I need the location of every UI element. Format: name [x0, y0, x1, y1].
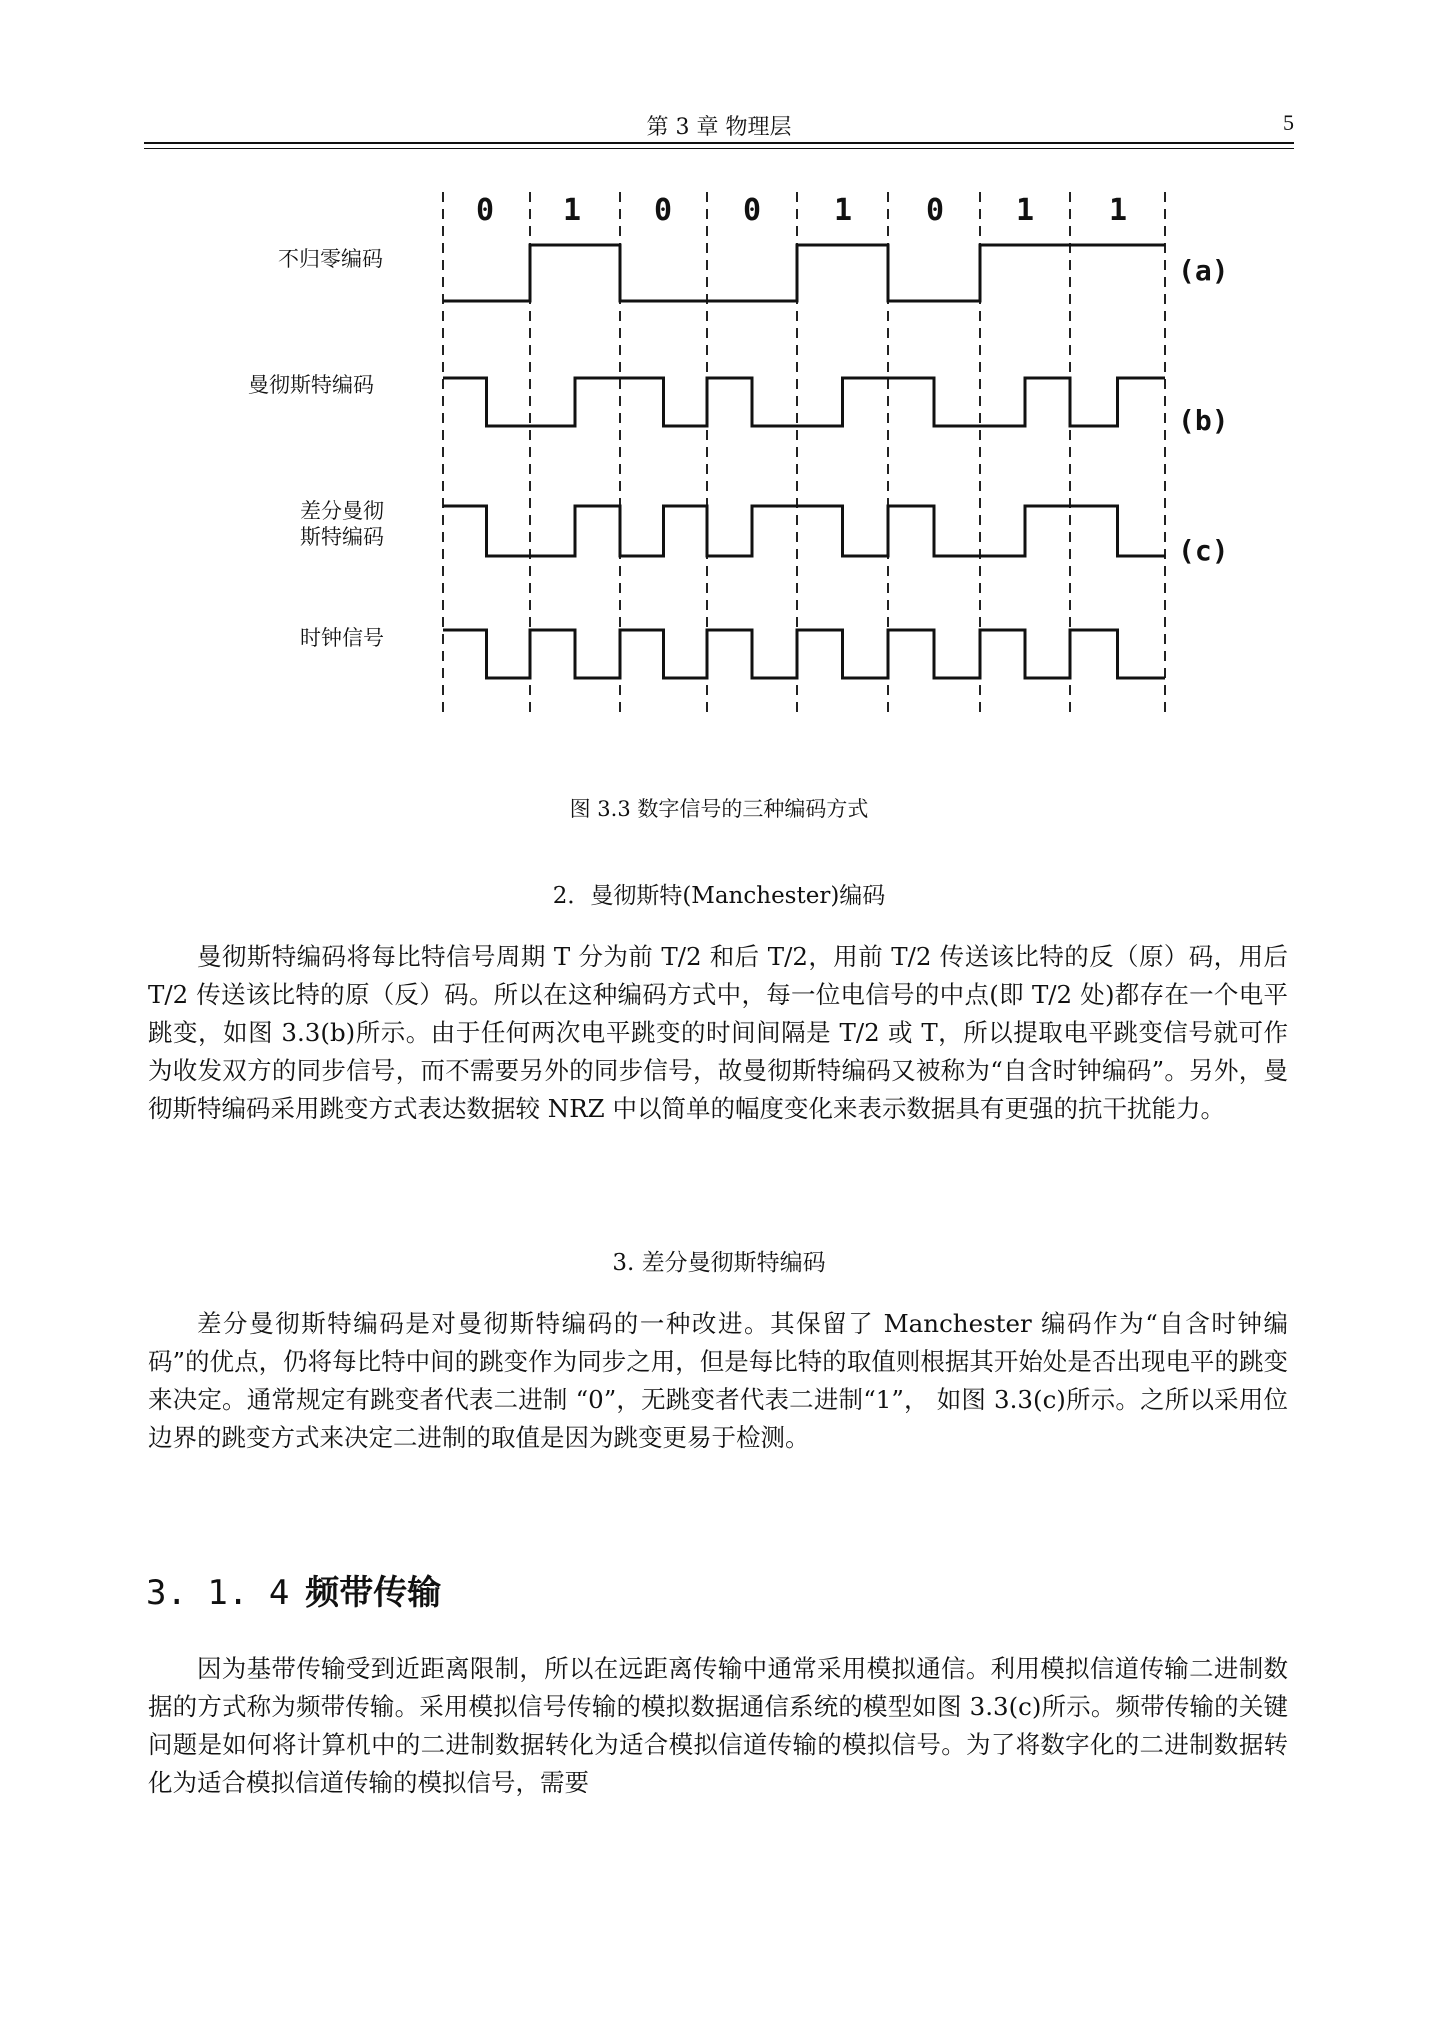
heading-diff-manchester: 3. 差分曼彻斯特编码: [612, 1250, 826, 1276]
bit-label: 1: [1015, 193, 1035, 228]
section-title-text: 频带传输: [305, 1573, 442, 1613]
manchester-label: 曼彻斯特编码: [248, 373, 374, 397]
manchester-waveform: [443, 378, 1165, 426]
bit-label: 1: [562, 193, 582, 228]
tag-a: (a): [1178, 254, 1229, 287]
bit-label: 1: [833, 193, 853, 228]
diff-manchester-label-line2: 斯特编码: [300, 525, 384, 549]
diff-manchester-waveform: [443, 506, 1165, 556]
bit-boundary-lines: [443, 192, 1165, 712]
paragraph-manchester: 曼彻斯特编码将每比特信号周期 T 分为前 T/2 和后 T/2，用前 T/2 传送该比特的反（原）码，用后 T/2 传送该比特的原（反）码。所以在这种编码方式中，每一位电信号的中点(即 T/2 处)都存在一个电平跳变，如图 3.3(b)所示。由于任何两次电平跳变的时间间隔是 T/2 或 T，所以提取电平跳变信号就可作为收发双方的同步信号，而不需要另外的同步信号，故曼彻斯特编码又被称为“自含时钟编码”。另外，曼彻斯特编码采用跳变方式表达数据较 NRZ 中以简单的幅度变化来表示数据具有更强的抗干扰能力。: [148, 942, 1288, 1123]
paragraph-band-transmission: 因为基带传输受到近距离限制，所以在远距离传输中通常采用模拟通信。利用模拟信道传输二进制数据的方式称为频带传输。采用模拟信号传输的模拟数据通信系统的模型如图 3.3(c)所示。频带传输的关键问题是如何将计算机中的二进制数据转化为适合模拟信道传输的模拟信号。为了将数字化的二进制数据转化为适合模拟信道传输的模拟信号，需要: [148, 1654, 1288, 1797]
diff-manchester-label-line1: 差分曼彻: [300, 499, 384, 523]
encoding-figure: [0, 0, 1433, 780]
bit-label: 0: [925, 193, 945, 228]
page-number: 5: [1283, 110, 1294, 135]
bit-labels: [476, 193, 1127, 228]
bit-label: 1: [1108, 193, 1128, 228]
chapter-title: 第 3 章 物理层: [646, 115, 792, 140]
heading-manchester: 2．曼彻斯特(Manchester)编码: [552, 883, 886, 909]
tag-b: (b): [1178, 404, 1229, 437]
nrz-label: 不归零编码: [278, 247, 383, 271]
section-title: [146, 1565, 441, 1614]
paragraph-diff-manchester: 差分曼彻斯特编码是对曼彻斯特编码的一种改进。其保留了 Manchester 编码作为“自含时钟编码”的优点，仍将每比特中间的跳变作为同步之用，但是每比特的取值则根据其开始处是否出现电平的跳变来决定。通常规定有跳变者代表二进制 “0”，无跳变者代表二进制“1”， 如图 3.3(c)所示。之所以采用位边界的跳变方式来决定二进制的取值是因为跳变更易于检测。: [148, 1309, 1288, 1452]
bit-label: 0: [653, 193, 673, 228]
section-number: 3. 1. 4: [146, 1573, 290, 1613]
clock-label: 时钟信号: [300, 626, 384, 650]
clock-waveform: [443, 630, 1165, 678]
bit-label: 0: [475, 193, 495, 228]
tag-c: (c): [1178, 534, 1229, 567]
figure-caption: 图 3.3 数字信号的三种编码方式: [569, 797, 869, 821]
nrz-waveform: [443, 245, 1165, 301]
bit-label: 0: [742, 193, 762, 228]
